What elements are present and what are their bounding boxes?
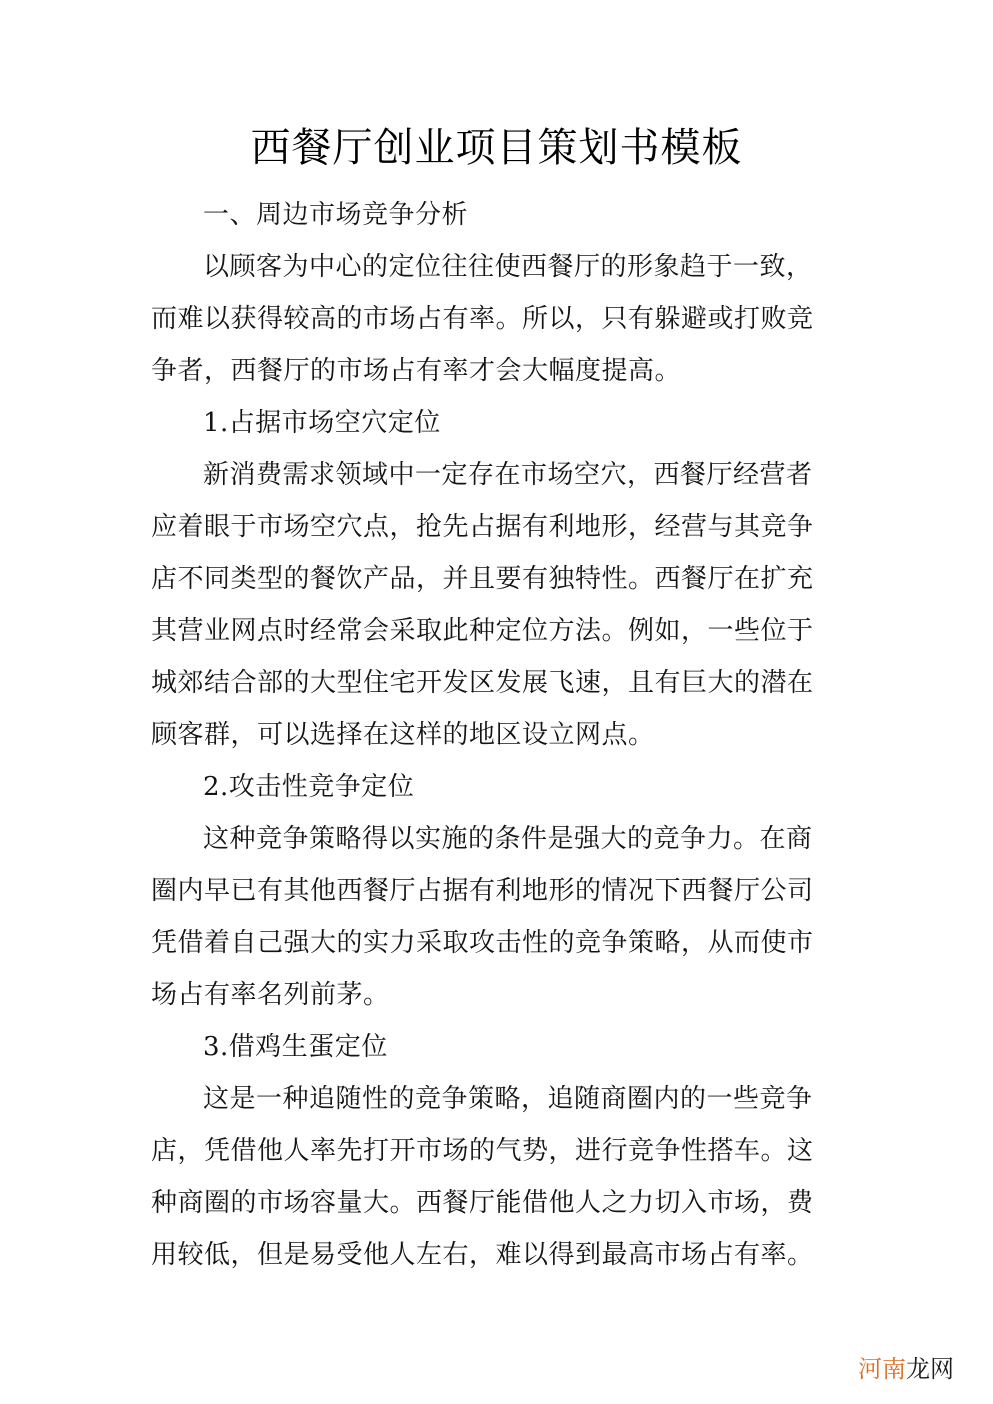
paragraph-line: 而难以获得较高的市场占有率。所以，只有躲避或打败竞 — [151, 304, 814, 334]
paragraph-line: 场占有率名列前茅。 — [151, 980, 390, 1010]
paragraph-line: 新消费需求领域中一定存在市场空穴，西餐厅经营者 — [203, 460, 813, 490]
paragraph-line: 这是一种追随性的竞争策略，追随商圈内的一些竞争 — [203, 1084, 813, 1114]
paragraph-line: 以顾客为中心的定位往往使西餐厅的形象趋于一致， — [203, 252, 813, 282]
paragraph-line: 店，凭借他人率先打开市场的气势，进行竞争性搭车。这 — [151, 1136, 814, 1166]
watermark-logo — [858, 1352, 954, 1386]
paragraph-line: 应着眼于市场空穴点，抢先占据有利地形，经营与其竞争 — [151, 512, 814, 542]
paragraph-line: 其营业网点时经常会采取此种定位方法。例如，一些位于 — [151, 616, 814, 646]
section-heading-market-competition: 一、周边市场竞争分析 — [203, 200, 469, 230]
paragraph-line: 圈内早已有其他西餐厅占据有利地形的情况下西餐厅公司 — [151, 876, 814, 906]
subheading-3: 3.借鸡生蛋定位 — [203, 1032, 388, 1062]
paragraph-line: 城郊结合部的大型住宅开发区发展飞速，且有巨大的潜在 — [151, 668, 814, 698]
subheading-2: 2.攻击性竞争定位 — [203, 772, 415, 802]
paragraph-line: 争者，西餐厅的市场占有率才会大幅度提高。 — [151, 356, 682, 386]
watermark-part-1: 河南 — [858, 1355, 906, 1383]
paragraph-line: 这种竞争策略得以实施的条件是强大的竞争力。在商 — [203, 824, 813, 854]
document-title: 西餐厅创业项目策划书模板 — [250, 125, 743, 171]
paragraph-line: 用较低，但是易受他人左右，难以得到最高市场占有率。 — [151, 1240, 814, 1270]
paragraph-line: 凭借着自己强大的实力采取攻击性的竞争策略，从而使市 — [151, 928, 814, 958]
paragraph-line: 店不同类型的餐饮产品，并且要有独特性。西餐厅在扩充 — [151, 564, 814, 594]
paragraph-line: 种商圈的市场容量大。西餐厅能借他人之力切入市场，费 — [151, 1188, 814, 1218]
subheading-1: 1.占据市场空穴定位 — [203, 408, 441, 438]
watermark-part-2: 龙网 — [906, 1355, 954, 1383]
paragraph-line: 顾客群，可以选择在这样的地区设立网点。 — [151, 720, 655, 750]
